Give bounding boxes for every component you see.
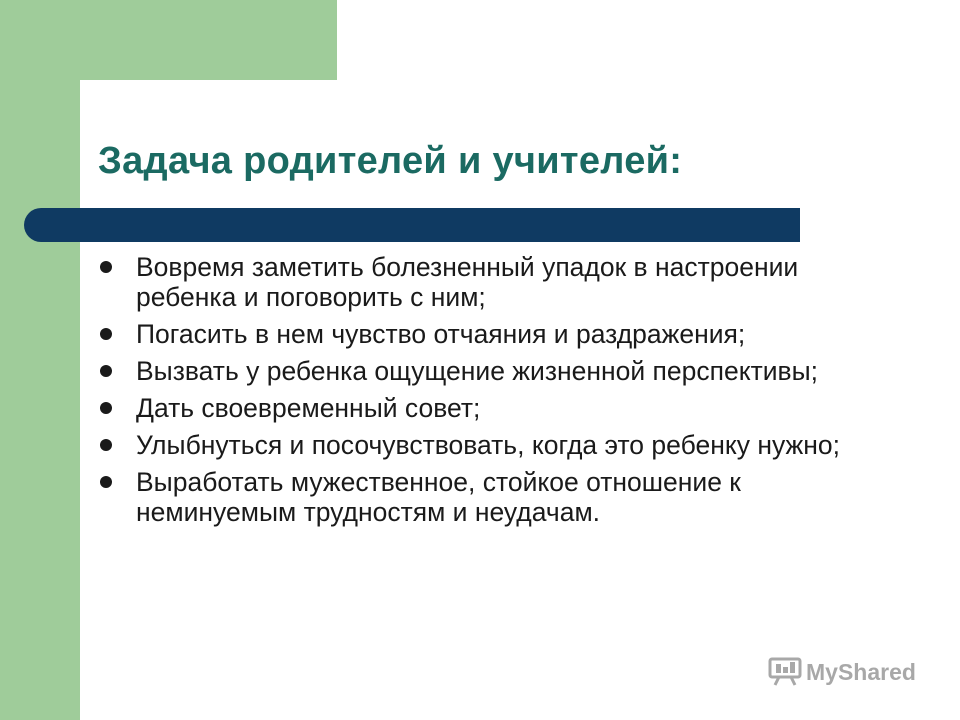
bullet-text: Вызвать у ребенка ощущение жизненной перспективы; — [136, 356, 819, 386]
list-item — [100, 430, 900, 460]
bullet-text: Погасить в нем чувство отчаяния и раздражения; — [136, 319, 746, 349]
bullet-list — [100, 252, 900, 534]
bullet-dot-icon — [100, 402, 112, 414]
bullet-text: Улыбнуться и посочувствовать, когда это ребенку нужно; — [136, 430, 840, 460]
top-green-band — [0, 0, 337, 80]
list-item — [100, 467, 900, 527]
bullet-dot-icon — [100, 439, 112, 451]
list-item — [100, 393, 900, 423]
presentation-board-icon — [768, 657, 802, 687]
watermark — [768, 657, 916, 687]
bullet-text: Вовремя заметить болезненный упадок в настроении ребенка и поговорить с ним; — [136, 252, 799, 312]
list-item — [100, 252, 900, 312]
bullet-dot-icon — [100, 365, 112, 377]
bullet-dot-icon — [100, 328, 112, 340]
bullet-dot-icon — [100, 261, 112, 273]
bullet-text: Выработать мужественное, стойкое отношение к неминуемым трудностям и неудачам. — [136, 467, 741, 527]
left-green-band — [0, 0, 80, 720]
bullet-text: Дать своевременный совет; — [136, 393, 481, 423]
slide-title: Задача родителей и учителей: — [98, 140, 683, 182]
list-item — [100, 356, 900, 386]
title-rule-bar — [24, 208, 800, 242]
watermark-text: MyShared — [806, 658, 916, 685]
list-item — [100, 319, 900, 349]
bullet-dot-icon — [100, 476, 112, 488]
